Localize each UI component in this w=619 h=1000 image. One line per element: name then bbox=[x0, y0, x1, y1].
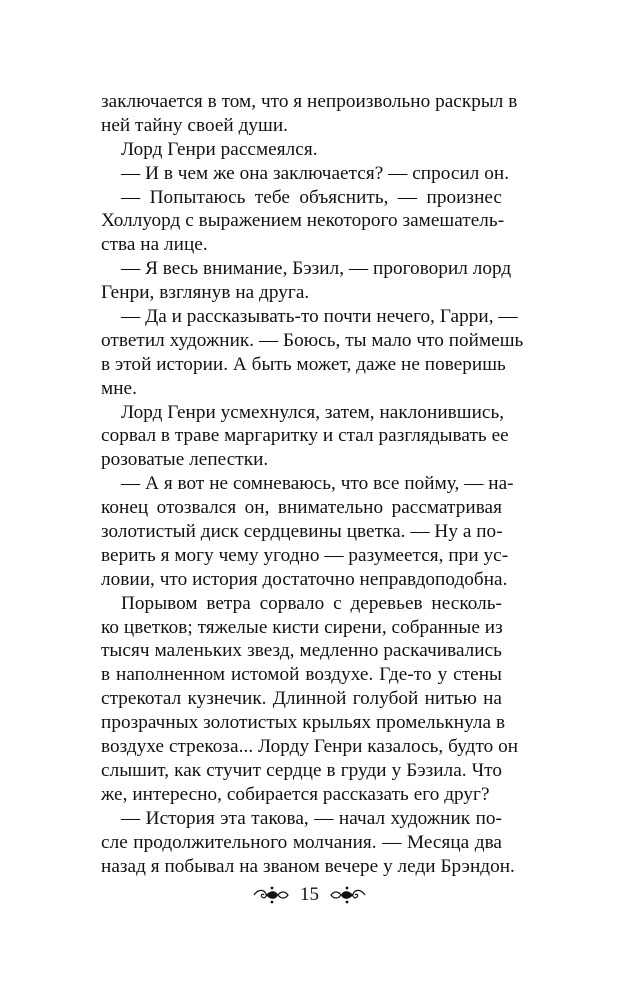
text-line: ней тайну своей души. bbox=[101, 114, 289, 136]
text-line: в этой истории. А быть может, даже не поверишь bbox=[101, 353, 506, 375]
text-line: — Да и рассказывать-то почти нечего, Гарри, — bbox=[121, 306, 518, 328]
text-line: ловии, что история достаточно неправдоподобна. bbox=[101, 568, 508, 590]
text-line: Холлуорд с выражением некоторого замешатель- bbox=[101, 210, 505, 232]
text-line: сорвал в траве маргаритку и стал разглядывать ее bbox=[101, 425, 509, 447]
text-line: прозрачных золотистых крыльях промелькнула в bbox=[101, 712, 506, 734]
text-line: в наполненном истомой воздухе. Где-то у стены bbox=[101, 664, 502, 686]
text-line: конец отозвался он, внимательно рассматривая bbox=[101, 497, 502, 519]
text-line: ства на лице. bbox=[101, 234, 208, 256]
text-line: золотистый диск сердцевины цветка. — Ну а по- bbox=[101, 521, 503, 543]
text-line: ответил художник. — Боюсь, ты мало что поймешь bbox=[101, 329, 524, 351]
text-line: — Я весь внимание, Бэзил, — проговорил лорд bbox=[121, 258, 512, 280]
text-line: заключается в том, что я непроизвольно раскрыл в bbox=[101, 91, 518, 112]
text-line: Порывом ветра сорвало с деревьев несколь- bbox=[121, 592, 502, 614]
text-line: — А я вот не сомневаюсь, что все пойму, — на- bbox=[121, 473, 514, 495]
text-line: верить я могу чему угодно — разумеется, при ус- bbox=[101, 544, 509, 566]
text-line: ко цветков; тяжелые кисти сирени, собранные из bbox=[101, 616, 503, 638]
body-text bbox=[101, 90, 524, 878]
text-line: — История эта такова, — начал художник по- bbox=[121, 807, 502, 829]
text-line: же, интересно, собирается рассказать его друг? bbox=[101, 783, 490, 805]
page-footer bbox=[0, 880, 619, 910]
text-line: слышит, как стучит сердце в груди у Бэзила. Что bbox=[101, 759, 502, 781]
page-number: 15 bbox=[300, 884, 319, 905]
fleuron-left-icon bbox=[252, 885, 290, 905]
text-line: Генри, взглянув на друга. bbox=[101, 282, 310, 304]
text-line: — И в чем же она заключается? — спросил он. bbox=[121, 162, 510, 184]
text-line: воздухе стрекоза... Лорду Генри казалось, будто он bbox=[101, 736, 519, 758]
fleuron-right-icon bbox=[329, 885, 367, 905]
text-line: Лорд Генри рассмеялся. bbox=[121, 138, 318, 160]
text-line: сле продолжительного молчания. — Месяца два bbox=[101, 831, 502, 853]
text-line: Лорд Генри усмехнулся, затем, наклонившись, bbox=[121, 401, 505, 423]
text-line: тысяч маленьких звезд, медленно раскачивались bbox=[101, 640, 502, 662]
text-line: розоватые лепестки. bbox=[101, 449, 269, 471]
text-line: — Попытаюсь тебе объяснить, — произнес bbox=[121, 186, 502, 208]
text-line: назад я побывал на званом вечере у леди Брэндон. bbox=[101, 855, 515, 877]
text-line: мне. bbox=[101, 377, 137, 399]
text-line: стрекотал кузнечик. Длинной голубой нитью на bbox=[101, 688, 502, 710]
